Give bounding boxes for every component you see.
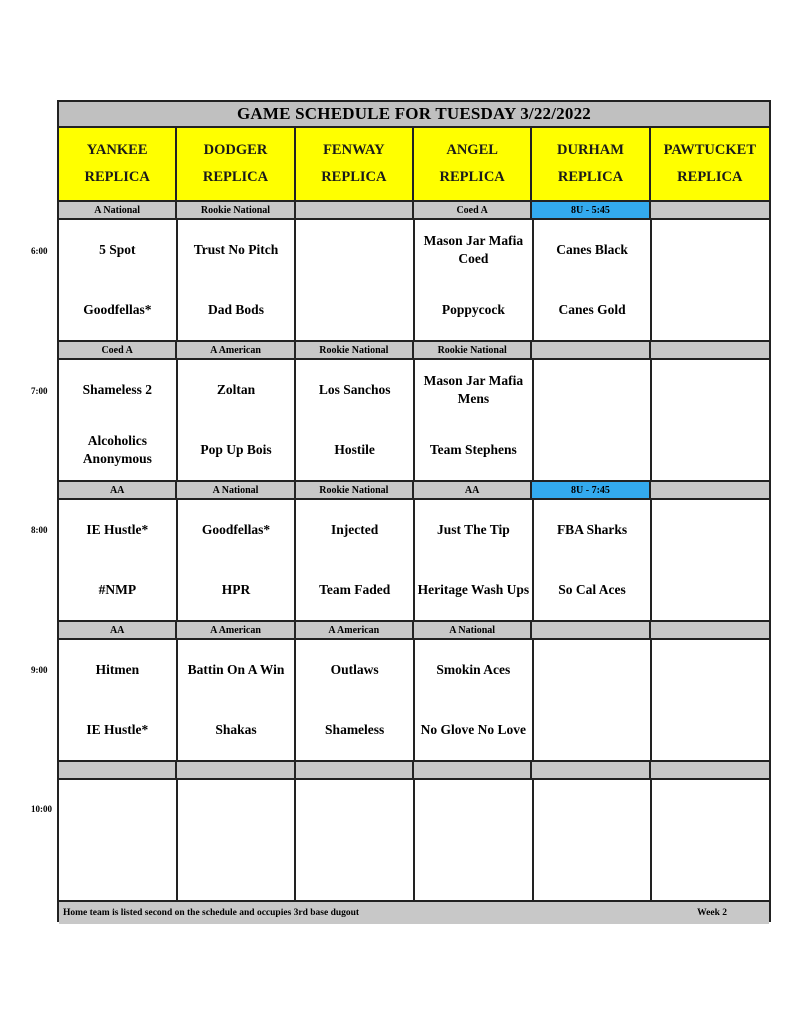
game-cell (296, 780, 415, 900)
division-label: A National (59, 202, 177, 218)
home-team (534, 700, 651, 760)
game-cell (534, 500, 653, 620)
field-header-row (59, 128, 769, 200)
division-label: A American (177, 342, 295, 358)
division-label (59, 762, 177, 778)
away-team: Mason Jar Mafia Coed (423, 233, 524, 266)
home-team (296, 840, 413, 900)
home-team: Team Faded (319, 582, 391, 597)
away-team (534, 640, 651, 700)
game-slot-row (59, 500, 769, 620)
division-label (532, 622, 650, 638)
division-label: AA (59, 622, 177, 638)
home-team: IE Hustle* (86, 722, 149, 737)
home-team: #NMP (98, 582, 137, 597)
division-label: A National (414, 622, 532, 638)
away-team (178, 780, 295, 840)
division-label: 8U - 7:45 (532, 482, 650, 498)
away-team (652, 500, 769, 560)
division-label (414, 762, 532, 778)
game-cell (652, 220, 769, 340)
game-cell (534, 640, 653, 760)
game-slot-row (59, 780, 769, 900)
game-cell (59, 360, 178, 480)
away-team: Hitmen (95, 662, 140, 677)
division-label: Rookie National (414, 342, 532, 358)
field-name: PAWTUCKET (663, 142, 756, 158)
home-team: Team Stephens (429, 442, 517, 457)
game-cell (652, 500, 769, 620)
game-cell (296, 360, 415, 480)
week-label: Week 2 (697, 908, 727, 918)
schedule-grid (59, 102, 769, 924)
home-team: Pop Up Bois (200, 442, 272, 457)
division-label (651, 762, 769, 778)
game-cell (415, 360, 534, 480)
away-team: Outlaws (330, 662, 379, 677)
game-cell (534, 220, 653, 340)
home-team: Dad Bods (208, 302, 264, 317)
footer-note: Home team is listed second on the schedule and occupies 3rd base dugout (63, 908, 360, 918)
field-sub: REPLICA (84, 169, 150, 185)
away-team (296, 780, 413, 840)
game-slot-row (59, 640, 769, 760)
game-cell (652, 780, 769, 900)
game-slot-row (59, 220, 769, 340)
away-team: Goodfellas* (201, 522, 271, 537)
division-label: A American (177, 622, 295, 638)
division-label: A National (177, 482, 295, 498)
game-cell (59, 220, 178, 340)
away-team: Los Sanchos (318, 382, 391, 397)
away-team (415, 780, 532, 840)
home-team: So Cal Aces (558, 582, 626, 597)
home-team (652, 840, 769, 900)
division-label: Rookie National (177, 202, 295, 218)
home-team (652, 560, 769, 620)
away-team: Injected (331, 522, 379, 537)
division-row (59, 620, 769, 640)
away-team (534, 360, 651, 420)
division-row (59, 340, 769, 360)
away-team: Canes Black (556, 242, 628, 257)
game-cell (59, 780, 178, 900)
division-label: 8U - 5:45 (532, 202, 650, 218)
field-header-durham (532, 128, 650, 200)
field-name: FENWAY (323, 142, 385, 158)
away-team (652, 220, 769, 280)
game-cell (178, 500, 297, 620)
game-cell (534, 780, 653, 900)
home-team (178, 840, 295, 900)
field-name: ANGEL (446, 142, 498, 158)
game-cell (178, 640, 297, 760)
game-slot-row (59, 360, 769, 480)
home-team (59, 840, 176, 900)
game-cell (178, 220, 297, 340)
field-sub: REPLICA (677, 169, 743, 185)
field-sub: REPLICA (557, 169, 624, 185)
away-team: Mason Jar Mafia Mens (423, 373, 524, 406)
away-team: Shameless 2 (82, 382, 153, 397)
game-cell (415, 500, 534, 620)
game-cell (59, 500, 178, 620)
home-team: Hostile (334, 442, 375, 457)
away-team: Smokin Aces (436, 662, 511, 677)
game-cell (534, 360, 653, 480)
home-team (534, 420, 651, 480)
game-cell (652, 640, 769, 760)
home-team: HPR (221, 582, 251, 597)
division-label: Coed A (414, 202, 532, 218)
footer-bar (59, 900, 769, 924)
schedule-title: GAME SCHEDULE FOR TUESDAY 3/22/2022 (237, 104, 591, 123)
game-cell (296, 220, 415, 340)
game-cell (296, 500, 415, 620)
schedule-sheet (57, 100, 771, 922)
field-header-pawtucket (651, 128, 769, 200)
division-label (651, 622, 769, 638)
field-header-angel (414, 128, 532, 200)
division-label (296, 762, 414, 778)
away-team (652, 360, 769, 420)
game-cell (415, 640, 534, 760)
away-team (534, 780, 651, 840)
division-label (177, 762, 295, 778)
away-team: 5 Spot (99, 242, 136, 257)
division-label: Coed A (59, 342, 177, 358)
game-cell (296, 640, 415, 760)
division-label: Rookie National (296, 342, 414, 358)
home-team: No Glove No Love (420, 722, 527, 737)
away-team (59, 780, 176, 840)
division-label: A American (296, 622, 414, 638)
division-label (532, 762, 650, 778)
time-label: 9:00 (31, 665, 48, 675)
away-team (296, 220, 413, 280)
field-name: DURHAM (557, 142, 624, 158)
away-team: Battin On A Win (187, 662, 285, 677)
home-team: Canes Gold (558, 302, 626, 317)
game-cell (178, 360, 297, 480)
home-team (652, 280, 769, 340)
game-cell (652, 360, 769, 480)
division-row (59, 760, 769, 780)
field-header-dodger (177, 128, 295, 200)
home-team (534, 840, 651, 900)
title-row (59, 102, 769, 128)
away-team: Zoltan (216, 382, 256, 397)
field-name: YANKEE (86, 142, 148, 158)
game-cell (415, 220, 534, 340)
division-label: AA (59, 482, 177, 498)
game-cell (415, 780, 534, 900)
home-team (415, 840, 532, 900)
division-label (532, 342, 650, 358)
division-row (59, 200, 769, 220)
away-team: FBA Sharks (556, 522, 628, 537)
game-cell (59, 640, 178, 760)
division-label (651, 482, 769, 498)
game-cell (178, 780, 297, 900)
home-team: Shakas (215, 722, 257, 737)
home-team: Shameless (325, 722, 385, 737)
away-team: Trust No Pitch (193, 242, 279, 257)
field-sub: REPLICA (202, 169, 269, 185)
away-team: IE Hustle* (86, 522, 149, 537)
home-team: Alcoholics Anonymous (82, 433, 152, 466)
away-team (652, 780, 769, 840)
time-label: 10:00 (31, 804, 52, 814)
field-sub: REPLICA (439, 169, 505, 185)
field-header-yankee (59, 128, 177, 200)
division-row (59, 480, 769, 500)
time-label: 8:00 (31, 525, 48, 535)
home-team: Goodfellas* (83, 302, 152, 317)
division-label (296, 202, 414, 218)
time-label: 6:00 (31, 246, 48, 256)
home-team (296, 280, 413, 340)
division-label: AA (414, 482, 532, 498)
home-team: Poppycock (441, 302, 505, 317)
away-team (652, 640, 769, 700)
division-label (651, 342, 769, 358)
time-slots (59, 200, 769, 900)
away-team: Just The Tip (436, 522, 510, 537)
division-label: Rookie National (296, 482, 414, 498)
field-sub: REPLICA (321, 169, 387, 185)
home-team (652, 420, 769, 480)
time-label: 7:00 (31, 386, 48, 396)
field-name: DODGER (203, 142, 268, 158)
division-label (651, 202, 769, 218)
home-team: Heritage Wash Ups (417, 582, 530, 597)
home-team (652, 700, 769, 760)
field-header-fenway (296, 128, 414, 200)
